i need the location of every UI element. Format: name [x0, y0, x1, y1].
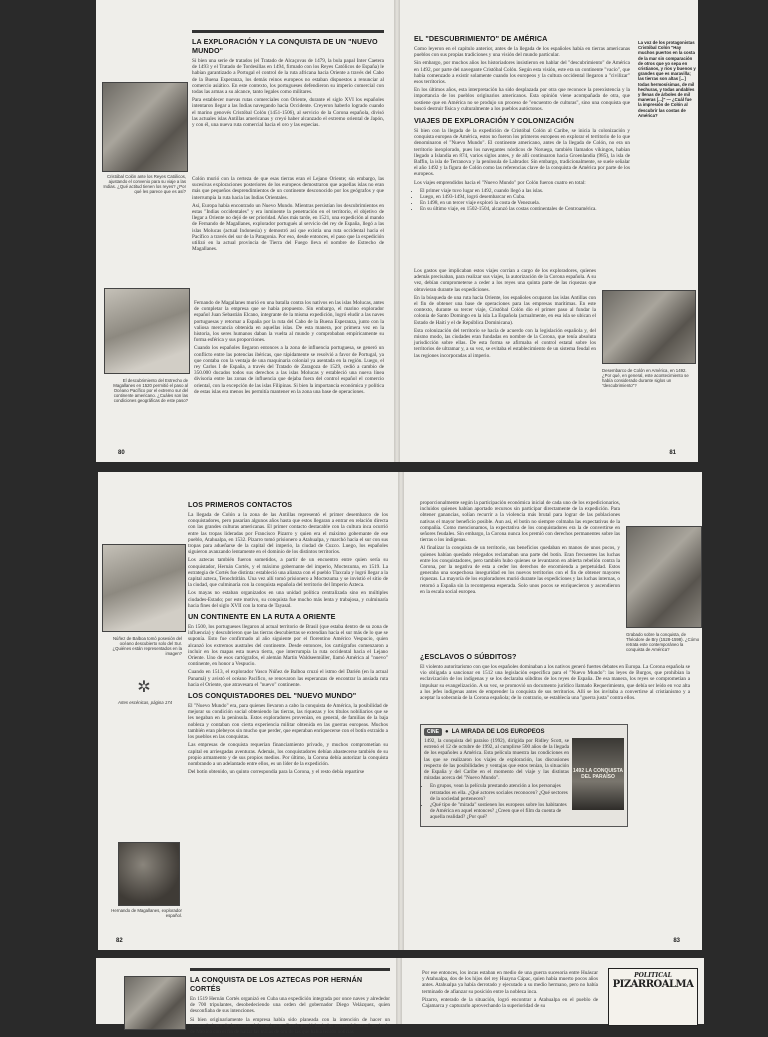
paragraph: Los viajes emprendidos hacia el "Nuevo Mundo" por Colón fueron cuatro en total:	[414, 179, 586, 186]
magallanes-portrait	[118, 842, 180, 906]
gutter	[398, 472, 404, 950]
section-title: ¿ESCLAVOS O SÚBDITOS?	[420, 652, 517, 661]
gutter	[394, 0, 400, 462]
image-caption: Desembarco de Colón en América, en 1492. ¿Por qué, en general, este acontecimiento se había considerado durante siglos un "descubrimiento"?	[602, 368, 689, 388]
section-title: LA EXPLORACIÓN Y LA CONQUISTA DE UN "NUEVO MUNDO"	[192, 37, 378, 55]
paragraph: Fernando de Magallanes murió en una batalla contra los nativos en las islas Molucas, antes de completar la empresa que se había propuesto. Sin embargo, el marino explorador español Juan Sebastián Elcano, integrante de la misma expedición, logró eludir a las naves portuguesas y retornar a España por la ruta del Cabo de la Buena Esperanza, junto con la valiosa mercancía obtenida en aquellas islas. De esta manera, por primera vez en la historia, los seres humanos daban la vuelta al mundo y comprobaban empíricamente su forma esférica y sus proporciones.	[194, 300, 384, 344]
paragraph: Colón murió con la certeza de que esas tierras eran el Lejano Oriente; sin embargo, las sucesivas exploraciones posteriores de los europeos demostraron que aquellas islas no eran más que pequeños desprendimientos de un continente desconocido por los geógrafos y que interrumpía la ruta hacia las Indias Orientales.	[192, 176, 384, 201]
list-item: • El primer viaje tuvo lugar en 1492, cuando llegó a las islas.	[420, 188, 630, 194]
page-83	[406, 472, 702, 950]
paragraph: El "Nuevo Mundo" era, para quienes llevaron a cabo la conquista de América, la posibilidad de mejorar su condición social obteniendo las tierras, las riquezas y los títulos nobiliarios que se les negaban en la península. Estos exploradores provenían, en general, de familias de la baja nobleza y contaban con cierta experiencia militar obtenida en las guerras europeas. Muchos también eran plebeyos sin mucho que perder, que esperaban enriquecerse con el botín extraído a los pueblos en las conquistas.	[188, 703, 388, 741]
paragraph: En los últimos años, esta interpretación ha sido desplazada por otra que reconoce la preexistencia y la importancia de los pueblos originarios americanos. Esta opinión viene acompañada de otra, que sostiene que en América no se produjo un proceso de "encuentro de culturas", sino una conquista que buscó destruir física y culturalmente a los pueblos autóctonos.	[414, 87, 630, 112]
box-title: LA MIRADA DE LOS EUROPEOS	[451, 729, 545, 735]
paragraph: Los gastos que implicaban estos viajes corrían a cargo de los exploradores, quienes además precisaban, para realizar sus viajes, la autorización de la Corona española. A su vez, debían comprometerse a ceder a los reyes una quinta parte de las riquezas que obtuvieran durante las expediciones.	[414, 268, 596, 293]
image-caption: Hernando de Magallanes, explorador español.	[111, 908, 182, 918]
paragraph: Cuando los españoles llegaron entonces a la zona de influencia portuguesa, se generó un conflicto entre las potencias ibéricas, que rápidamente se resolvió a favor de Portugal, ya que contaba con la ventaja de una maquinaria colonial ya asentada en la región. Luego, el rey Carlos I de España, a través del Tratado de Zaragoza de 1529, cedió a cambio de 350.000 ducados todos sus derechos a las islas Molucas y estableció una nueva línea divisoria entre las zonas de influencia que dejaba fuera del control español el comercio oriental, con la excepción de las islas Filipinas. Si bien la importancia económica y política de estas islas era menos les permitía mantener en la zona una base de operaciones.	[194, 345, 384, 395]
paragraph: Los aztecas también fueron sometidos, a partir de un encuentro entre quien sería su conquistador, Hernán Cortés, y el máximo gobernante del imperio, Moctezuma, en 1519. La estrategia de Cortés fue distinta: estableció una alianza con el pueblo Tlaxcala y logró llegar a la capital azteca, Tenochtitlán. Una vez allí tomó prisionero a Moctezuma y se invistió el sitio de la ciudad, que culminaría con la conquista española del territorio del Imperio Azteca.	[188, 557, 388, 589]
spread-82-83	[98, 472, 702, 950]
paragraph: Al finalizar la conquista de un territorio, sus beneficios quedaban en manos de unos pocos, y quienes habían quedado relegados reclamaban una parte del botín. Eran frecuentes las luchas entre los conquistadores, pero también hubo quienes se levantaron en abierta rebelión contra la Corona, por la negativa de esta a ceder los derechos de encomienda a perpetuidad. Estos generaba una sospechosa inseguridad en los nuevos territorios con el fin de obtener mayores riquezas. La mayoría de los exploradores murió durante las expediciones y las luchas internas, o retornó a España sin la recompensa esperada. Solo unos pocos se enriquecieron y ascendieron en la escala social europea.	[420, 545, 620, 595]
paragraph: Pizarro, enterado de la situación, logró encontrar a Atahualpa en el pueblo de Cajamarca y capturarlo aprovechando la superioridad de su	[422, 996, 598, 1010]
paragraph: Del botín obtenido, un quinto correspondía para la Corona, y el resto debía repartirse	[188, 769, 365, 776]
page-85	[404, 958, 704, 1024]
page-number: 81	[669, 450, 676, 456]
paragraph: El violento autoritarismo con que los españoles dominaban a los nativos generó fuertes debates en Europa. La Corona española se vio obligada a sancionar en 1512 una legislación específica para el "Nuevo Mundo": las leyes de Burgos, que prohibían la esclavización de los indígenas y se los declaraba súbditos de los reyes de España. De esa manera, los reyes se comprometían a impulsar su evangelización. A su vez, se promovió un documento jurídico llamado Requerimiento, que debía ser leído en voz alta a los jefes indígenas antes de emprender la conquista de sus territorios. Allí se los invitaba a convertirse al cristianismo y a aceptar la soberanía de la Corona española; de lo contrario, se establecía una "guerra justa" contra ellos.	[420, 664, 690, 702]
section-title: LA CONQUISTA DE LOS AZTECAS POR HERNÁN CORTÉS	[190, 975, 363, 993]
paragraph: La llegada de Colón a la zona de las Antillas representó el primer desembarco de los conquistadores, pero pasarían algunos años hasta que estos llegaran a entrar en relación directa con las grandes culturas americanas. El primer contacto destacable con la cultura inca ocurrió entre las tropas lideradas por Francisco Pizarro y quien era el máximo gobernante de ese pueblo, Atahualpa, en 1532. Pizarro tomó prisionero a Atahualpa, y marchó hacia el sur con sus tropas para adueñarse de la capital del imperio, la ciudad de Cuzco. Luego, los españoles siguieron avanzando lentamente en el dominio de los distintos territorios.	[188, 512, 388, 556]
gutter	[396, 958, 402, 1024]
image-caption: El descubrimiento del Estrecho de Magallanes en 1520 permitió el paso al Océano Pacífico por el extremo sur del continente americano. ¿Cuáles son las condiciones geográficas de este paso?	[113, 378, 188, 403]
sidebar-quote: La voz de los protagonistas Cristóbal Colón "Hay muchos puertos en la costa de la mar sin comparación de otros que yo sepa en cristianos, y ríos y buenos y grandes que es maravilla; las tierras son altas [...] todas hermosísimas, de mil hechuras, y todas andables y llenas de árboles de mil maneras [...]" — ¿Cuál fue la impresión de Colón al descubrir las costas de América?	[638, 40, 696, 118]
page-number: 82	[116, 938, 123, 944]
section-title: EL "DESCUBRIMIENTO" DE AMÉRICA	[414, 34, 548, 43]
page-80	[96, 0, 392, 462]
balboa-image	[102, 544, 186, 632]
page-number: 80	[118, 450, 125, 456]
paragraph: Para establecer nuevas rutas comerciales con Oriente, durante el siglo XVI los españoles intentaron llegar a las Indias navegando hacia Occidente. Creyeron haberlo logrado cuando el marino genovés Cristóbal Colón (1451-1506), al servicio de la Corona española, divisó las actuales islas Antillas americanas y creyó haber alcanzado el extremo oriental de Japón, y con él, una nueva ruta comercial hacia el oro y las especias.	[192, 97, 384, 129]
paragraph: Los mayas no estaban organizados en una unidad política centralizada sino en múltiples ciudades-Estado; por este motivo, su conquista fue mucho más lenta y trabajosa, y culminaría hacia fines del siglo XVII con la toma de Tayasal.	[188, 590, 388, 609]
paragraph: Las empresas de conquista requerían financiamiento privado, y muchos comprometían su capital en arriesgadas aventuras. Además, los conquistadores debían abastecerse también de su propio armamento y de sus propios medios. Por último, la Corona debía autorizar la conquista nombrando a un adelantado entre ellos, es un líder de la expedición.	[188, 742, 388, 767]
list-item: • Luego, en 1493-1494, logró desembarcar en Cuba.	[420, 194, 630, 200]
poster-title: 1492 LA CONQUISTA DEL PARAÍSO	[572, 768, 623, 780]
title-rule	[192, 30, 384, 33]
paragraph: proporcionalmente según la participación económica inicial de cada uno de los expedicionarios, incluidos quienes habían aportado recursos sin participar directamente de la expedición. Para obtener ganancias, solían recurrir a la violencia más brutal para lograr de las poblaciones nativas el mayor beneficio posible. Aun así, el botín no siempre colmaba las expectativas de la compañía. Como mencionamos, la expectativa de los conquistadores era la de convertirse en señores feudales. Sin embargo, la Corona nunca los premió con derechos permanentes sobre las tierras o los indígenas.	[420, 500, 620, 544]
section-title: UN CONTINENTE EN LA RUTA A ORIENTE	[188, 612, 336, 622]
box-text: 1492, la conquista del paraíso (1992), dirigida por Ridley Scott, se estrenó el 12 de octubre de 1992, al cumplirse 500 años de la llegada de los españoles a América. Esta película muestra las condiciones en las que se realizaron los viajes de exploración, las discusiones respecto de las posibilidades y ventajas que estos tenían, la situación de España y del Caribe en el momento del viaje y las distintas miradas acerca del "Nuevo Mundo".	[424, 738, 569, 782]
paragraph: Esta colonización del territorio se hacía de acuerdo con la legislación española y, del mismo modo, las ciudades eran fundadas en nombre de la Corona, que tenía absoluta jurisdicción sobre ellas. De esta forma se afirmaba el control estatal sobre los territorios de ultramar y, a su vez, se evitaba el establecimiento de un sistema feudal en las regiones incorporadas al imperio.	[414, 327, 596, 359]
image-caption: Núñez de Balboa tomó posesión del océano descubierto solo del Sur. ¿Quiénes están representados en la imagen?	[112, 636, 182, 656]
paragraph: En 1500, los portugueses llegaron al actual territorio de Brasil (que estaba dentro de su zona de influencia) y descubrieron que las tierras descubiertas se extendían hacia el sur más de lo que se suponía. Esto fue confirmado al año siguiente por el florentino Américo Vespucio, quien alcanzó los extremos australes del continente. Desde entonces, los cartógrafos comenzaron a incluir en los mapas esta nueva tierra, que interrumpía la ruta occidental hacia el Lejano Oriente. Uno de esos cartógrafos, el alemán Martin Waldseemüller, llamó América al "nuevo" continente, en honor a Vespucio.	[188, 624, 388, 668]
section-title: LOS PRIMEROS CONTACTOS	[188, 500, 293, 509]
list-item: • En 1498, en un tercer viaje exploró la costa de Venezuela.	[420, 200, 630, 206]
cortes-image	[124, 976, 186, 1030]
film-poster	[572, 738, 624, 810]
image-caption: Cristóbal Colón ante los Reyes Católicos, ajustando el convenio para su viaje a las Indias. ¿Qué actitud tienen los reyes? ¿Por qué les parece que es así?	[103, 174, 186, 194]
pizarroalma-logo	[608, 968, 698, 1026]
box-tag: CINE	[424, 728, 442, 736]
list-item: • En su último viaje, en 1502-1504, alcanzó las costas continentales de Centroamérica.	[420, 206, 630, 212]
film-icon: ●	[444, 729, 449, 735]
paragraph: Sin embargo, por muchos años los historiadores insistieron en hablar del "descubrimiento" de América en 1492, por parte del navegante Cristóbal Colón. Según esta visión, este era un continente "vacío", que había comenzado a existir solamente cuando los europeos y la cultura occidental llegaron a "civilizar" esos territorios.	[414, 60, 630, 86]
paragraph: Así, Europa había encontrado un Nuevo Mundo. Mientras persistían los descubrimientos en estas "Indias occidentales" y era inminente la penetración en el territorio, el objetivo de llegar a Oriente no dejó de ser prioridad. Años más tarde, en 1521, una expedición al mando de Fernando de Magallanes, explorador portugués al servicio del rey de España, llegó a las islas Molucas (actual Indonesia) y demostró así que existía una ruta occidental hacia el Pacífico a través del sur de la Patagonia. Por eso, desde entonces, el paso que la expedición utilizó en la actual provincia de Tierra del Fuego lleva el nombre de Estrecho de Magallanes.	[192, 202, 384, 253]
activity-list	[424, 783, 569, 820]
desembarco-colon-image	[602, 290, 696, 364]
estrecho-magallanes-image	[104, 288, 190, 374]
cross-reference: Artes escénicas, página 174	[118, 700, 172, 705]
colon-reyes-image	[102, 82, 188, 172]
voyages-list	[414, 188, 630, 213]
section-title: VIAJES DE EXPLORACIÓN Y COLONIZACIÓN	[414, 116, 574, 126]
title-rule	[190, 968, 390, 971]
grabado-conquista-image	[626, 526, 702, 628]
paragraph: Cuando en 1513, el explorador Vasco Núñez de Balboa cruzó el istmo del Darién (en la actual Panamá) y avistó el océano Pacífico, se renovaron las esperanzas de encontrar la ansiada ruta hacia el Oriente, que atravesara el "nuevo" continente.	[188, 669, 388, 688]
cine-box	[420, 724, 628, 827]
paragraph: Si bien originariamente la empresa había sido planeada con la intención de hacer un reconocimiento de las costas del continente, Cortés partió hacia las costas del actual territorio de México con el fin de hallar las minas de oro de las que había tenido noticias	[190, 1016, 390, 1036]
logo-line-2: PIZARROALMA	[612, 979, 694, 990]
logo-line-1: POLITICAL	[634, 972, 672, 979]
page-82	[98, 472, 396, 950]
paragraph: Si bien una serie de tratados (el Tratado de Alcaçovas de 1479, la bula papal Inter Caetera de 1493 y el Tratado de Tordesillas en 1494, firmado con los Reyes Católicos de España) le habían garantizado a Portugal el control de la ruta africana hacia Oriente a través del Cabo de la Buena Esperanza, los demás reinos europeos no estaban dispuestos a renunciar al comercio asiático. En este contexto, los portugueses defendieron su imperio comercial con todas las armas a su alcance, tanto legales como militares.	[192, 58, 384, 96]
spread-84-85	[96, 958, 704, 1036]
list-item: • ¿Qué tipo de "mirada" sostienen los europeos sobre los habitantes de América en aquel entonces? ¿Creen que el film da cuenta de aquella realidad? ¿Por qué?	[430, 802, 569, 821]
page-81	[402, 0, 698, 462]
paragraph: Como leyeron en el capítulo anterior, antes de la llegada de los españoles había en tierras americanas pueblos con sus propias tradiciones y una visión del mundo particular.	[414, 46, 630, 59]
paragraph: En 1519 Hernán Cortés organizó en Cuba una expedición integrada por once naves y alrededor de 700 tripulantes, desobedeciendo una orden del gobernador Diego Velázquez, quien desconfiaba de sus intenciones.	[190, 996, 390, 1015]
page-number: 83	[673, 938, 680, 944]
paragraph: Por ese entonces, los incas estaban en medio de una guerra sucesoria entre Huáscar y Atahualpa, dos de los hijos del rey Huayna Cápac, quien había muerto pocos años antes. Atahualpa ya había derrotado y ejecutado a su medio hermano, pero no había terminado de afianzar su posición entre la nobleza inca.	[422, 970, 598, 995]
spread-80-81	[96, 0, 698, 462]
paragraph: Si bien con la llegada de la expedición de Cristóbal Colón al Caribe, se inicia la colonización y conquista europea de América, estos no fueron los primeros europeos en explorar el territorio de lo que denominaron el "Nuevo Mundo". El continente americano, antes de la llegada de Colón, no era un territorio inexplorado, pues los navegantes nórdicos de Noruega, también llamados vikingos, habían llegado a Islandia en 874, varios siglos antes, y de allí continuaron hacia Groenlandia (985), la isla de Baffin, la isla de Terranova y la península de Labrador. Sin embargo, tradicionalmente, se suele señalar el año 1492 y la figura de Colón como las referencias clave de la conquista de América por parte de los europeos.	[414, 128, 630, 178]
artes-escenicas-icon: ✲	[137, 679, 151, 696]
paragraph: En la búsqueda de una ruta hacia Oriente, los españoles ocuparon las islas Antillas con el fin de obtener una base de operaciones para las empresas marítimas. En este contexto, durante su tercer viaje, Cristóbal Colón dio el primer paso al fundar la colonia de Santo Domingo en la isla La Española (actualmente, en esa isla se ubican el Estado de Haití y el de República Dominicana).	[414, 294, 596, 326]
list-item: • En grupos, vean la película prestando atención a los personajes retratados en ella. ¿Qué actores sociales reconocen? ¿Qué sectores de la sociedad pertenecen?	[430, 783, 569, 802]
box-header	[424, 728, 624, 736]
image-caption: Grabado sobre la conquista, de Théodore de Bry (1528-1598). ¿Cómo retrata este contemporáneo la conquista de América?	[626, 632, 700, 652]
section-title: LOS CONQUISTADORES DEL "NUEVO MUNDO"	[188, 691, 357, 701]
page-84	[96, 958, 394, 1036]
